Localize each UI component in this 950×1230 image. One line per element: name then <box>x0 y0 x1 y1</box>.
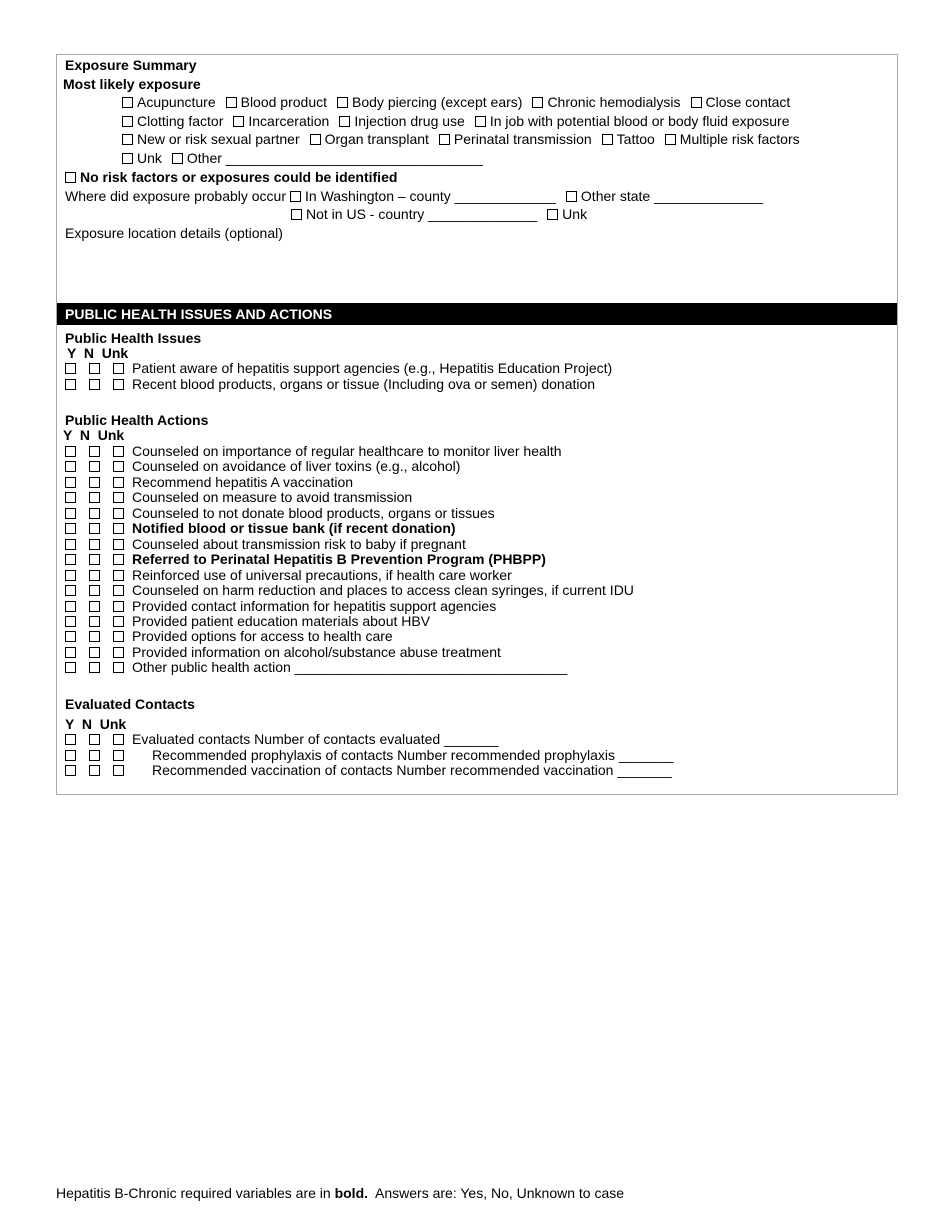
no-checkbox[interactable] <box>89 765 100 776</box>
body-piercing-except-ears-checkbox[interactable] <box>337 97 348 108</box>
other-state-checkbox[interactable] <box>566 191 577 202</box>
action-row-label: Notified blood or tissue bank (if recent donation) <box>132 520 456 537</box>
action-row-label: Provided patient education materials about HBV <box>132 612 431 629</box>
yes-checkbox[interactable] <box>65 492 76 503</box>
no-checkbox[interactable] <box>89 363 100 374</box>
exposure-options-row-2 <box>122 113 789 129</box>
no-checkbox[interactable] <box>89 631 100 642</box>
yes-checkbox[interactable] <box>65 461 76 472</box>
injection-drug-use-label: Injection drug use <box>354 113 465 129</box>
yes-checkbox[interactable] <box>65 570 76 581</box>
no-checkbox[interactable] <box>89 616 100 627</box>
section-header-title: PUBLIC HEALTH ISSUES AND ACTIONS <box>65 306 333 322</box>
evaluated-contacts-title: Evaluated Contacts <box>65 696 195 712</box>
no-checkbox[interactable] <box>89 379 100 390</box>
where-exposure-label: Where did exposure probably occur <box>65 188 287 204</box>
organ-transplant-checkbox[interactable] <box>310 134 321 145</box>
no-checkbox[interactable] <box>89 570 100 581</box>
footer-note <box>56 1185 624 1201</box>
exposure-location-row-2 <box>291 206 587 222</box>
unk-checkbox[interactable] <box>122 153 133 164</box>
most-likely-exposure-label: Most likely exposure <box>63 76 201 92</box>
unk-checkbox[interactable] <box>113 585 124 596</box>
action-row-label: Counseled on measure to avoid transmission <box>132 489 413 506</box>
yes-checkbox[interactable] <box>65 750 76 761</box>
action-row-label: Counseled to not donate blood products, organs or tissues <box>132 504 495 521</box>
acupuncture-checkbox[interactable] <box>122 97 133 108</box>
no-checkbox[interactable] <box>89 585 100 596</box>
not-in-us-label: Not in US - country ______________ <box>306 206 538 222</box>
no-checkbox[interactable] <box>89 601 100 612</box>
action-row-label: Reinforced use of universal precautions, if health care worker <box>132 566 512 583</box>
unk-checkbox[interactable] <box>113 647 124 658</box>
no-checkbox[interactable] <box>89 446 100 457</box>
unk-checkbox[interactable] <box>113 601 124 612</box>
footer-suffix: Answers are: Yes, No, Unknown to case <box>368 1185 625 1201</box>
no-checkbox[interactable] <box>89 750 100 761</box>
close-contact-checkbox[interactable] <box>691 97 702 108</box>
yes-checkbox[interactable] <box>65 523 76 534</box>
blood-product-checkbox[interactable] <box>226 97 237 108</box>
exposure-options-row-3 <box>122 131 800 147</box>
incarceration-checkbox[interactable] <box>233 116 244 127</box>
not-in-us-checkbox[interactable] <box>291 209 302 220</box>
public-health-issues-title: Public Health Issues <box>65 330 202 346</box>
actions-ynu-header: Y N Unk <box>63 427 125 443</box>
no-risk-checkbox[interactable] <box>65 172 76 183</box>
contact-row-label: Recommended prophylaxis of contacts Number recommended prophylaxis _______ <box>152 746 674 763</box>
action-row-label: Referred to Perinatal Hepatitis B Prevention Program (PHBPP) <box>132 551 546 568</box>
unk-checkbox[interactable] <box>113 363 124 374</box>
no-checkbox[interactable] <box>89 508 100 519</box>
in-job-with-potential-blood-or-body-flui-label: In job with potential blood or body fluid exposure <box>489 113 790 129</box>
exposure-location-row-1 <box>65 188 763 204</box>
unk-checkbox[interactable] <box>113 492 124 503</box>
new-or-risk-sexual-partner-label: New or risk sexual partner <box>137 131 300 147</box>
no-checkbox[interactable] <box>89 523 100 534</box>
chronic-hemodialysis-label: Chronic hemodialysis <box>547 94 681 110</box>
yes-checkbox[interactable] <box>65 631 76 642</box>
unk-checkbox[interactable] <box>113 554 124 565</box>
yes-checkbox[interactable] <box>65 554 76 565</box>
yes-checkbox[interactable] <box>65 734 76 745</box>
no-risk-label: No risk factors or exposures could be identified <box>80 169 398 185</box>
location-unk-label: Unk <box>562 206 588 222</box>
issue-row-label: Recent blood products, organs or tissue (Including ova or semen) donation <box>132 376 596 392</box>
no-checkbox[interactable] <box>89 647 100 658</box>
no-checkbox[interactable] <box>89 539 100 550</box>
footer-bold-word: bold. <box>334 1185 369 1201</box>
perinatal-transmission-checkbox[interactable] <box>439 134 450 145</box>
other-state-label: Other state ______________ <box>580 188 764 204</box>
public-health-actions-title: Public Health Actions <box>65 412 209 428</box>
multiple-risk-factors-label: Multiple risk factors <box>679 131 800 147</box>
multiple-risk-factors-checkbox[interactable] <box>665 134 676 145</box>
unk-checkbox[interactable] <box>113 523 124 534</box>
no-checkbox[interactable] <box>89 554 100 565</box>
no-checkbox[interactable] <box>89 734 100 745</box>
exposure-location-details-label: Exposure location details (optional) <box>65 225 283 241</box>
unk-checkbox[interactable] <box>113 379 124 390</box>
yes-checkbox[interactable] <box>65 363 76 374</box>
unk-label: Unk <box>137 150 162 166</box>
unk-checkbox[interactable] <box>113 765 124 776</box>
organ-transplant-label: Organ transplant <box>324 131 429 147</box>
in-job-with-potential-blood-or-body-flui-checkbox[interactable] <box>475 116 486 127</box>
yes-checkbox[interactable] <box>65 662 76 673</box>
clotting-factor-checkbox[interactable] <box>122 116 133 127</box>
tattoo-label: Tattoo <box>616 131 655 147</box>
yes-checkbox[interactable] <box>65 601 76 612</box>
issue-row-label: Patient aware of hepatitis support agencies (e.g., Hepatitis Education Project) <box>132 360 613 376</box>
exposure-options-row-1 <box>122 94 790 110</box>
footer-prefix: Hepatitis B-Chronic required variables are in <box>56 1185 335 1201</box>
acupuncture-label: Acupuncture <box>137 94 216 110</box>
in-washington-label: In Washington – county _____________ <box>305 188 556 204</box>
yes-checkbox[interactable] <box>65 379 76 390</box>
tattoo-checkbox[interactable] <box>602 134 613 145</box>
clotting-factor-label: Clotting factor <box>137 113 224 129</box>
contact-row-label: Evaluated contacts Number of contacts evaluated _______ <box>132 731 499 747</box>
no-checkbox[interactable] <box>89 662 100 673</box>
in-washington-checkbox[interactable] <box>290 191 301 202</box>
unk-checkbox[interactable] <box>113 446 124 457</box>
action-row-label: Provided options for access to health care <box>132 628 393 645</box>
other-checkbox[interactable] <box>172 153 183 164</box>
no-checkbox[interactable] <box>89 477 100 488</box>
unk-checkbox[interactable] <box>113 662 124 673</box>
yes-checkbox[interactable] <box>65 477 76 488</box>
exposure-summary-title: Exposure Summary <box>65 57 197 73</box>
perinatal-transmission-label: Perinatal transmission <box>453 131 592 147</box>
section-header-bar <box>57 303 897 325</box>
close-contact-label: Close contact <box>705 94 791 110</box>
yes-checkbox[interactable] <box>65 616 76 627</box>
body-piercing-except-ears-label: Body piercing (except ears) <box>352 94 523 110</box>
contacts-ynu-header: Y N Unk <box>65 716 127 732</box>
unk-checkbox[interactable] <box>113 631 124 642</box>
exposure-options-row-4 <box>122 150 483 166</box>
yes-checkbox[interactable] <box>65 539 76 550</box>
action-row-label: Provided contact information for hepatitis support agencies <box>132 597 497 614</box>
chronic-hemodialysis-checkbox[interactable] <box>532 97 543 108</box>
no-risk-row <box>65 169 397 185</box>
other-label: Other _________________________________ <box>186 150 483 166</box>
issues-ynu-header: Y N Unk <box>67 345 129 361</box>
incarceration-label: Incarceration <box>248 113 330 129</box>
action-row-label: Other public health action ___________________________________ <box>132 659 568 676</box>
yes-checkbox[interactable] <box>65 508 76 519</box>
unk-checkbox[interactable] <box>113 539 124 550</box>
unk-checkbox[interactable] <box>113 734 124 745</box>
action-row-label: Counseled on avoidance of liver toxins (e.g., alcohol) <box>132 458 461 475</box>
yes-checkbox[interactable] <box>65 647 76 658</box>
action-row-label: Recommend hepatitis A vaccination <box>132 473 354 490</box>
unk-checkbox[interactable] <box>113 508 124 519</box>
no-checkbox[interactable] <box>89 492 100 503</box>
yes-checkbox[interactable] <box>65 585 76 596</box>
action-row-label: Counseled on harm reduction and places to access clean syringes, if current IDU <box>132 582 634 599</box>
action-row-label: Provided information on alcohol/substance abuse treatment <box>132 643 501 660</box>
action-row-label: Counseled on importance of regular healthcare to monitor liver health <box>132 443 562 459</box>
contact-row-label: Recommended vaccination of contacts Number recommended vaccination _______ <box>152 762 672 778</box>
unk-checkbox[interactable] <box>113 477 124 488</box>
unk-checkbox[interactable] <box>113 750 124 761</box>
action-row-label: Counseled about transmission risk to baby if pregnant <box>132 535 466 552</box>
unk-checkbox[interactable] <box>113 461 124 472</box>
yes-checkbox[interactable] <box>65 765 76 776</box>
unk-checkbox[interactable] <box>113 616 124 627</box>
blood-product-label: Blood product <box>240 94 328 110</box>
unk-checkbox[interactable] <box>113 570 124 581</box>
no-checkbox[interactable] <box>89 461 100 472</box>
new-or-risk-sexual-partner-checkbox[interactable] <box>122 134 133 145</box>
injection-drug-use-checkbox[interactable] <box>339 116 350 127</box>
location-unk-checkbox[interactable] <box>547 209 558 220</box>
yes-checkbox[interactable] <box>65 446 76 457</box>
